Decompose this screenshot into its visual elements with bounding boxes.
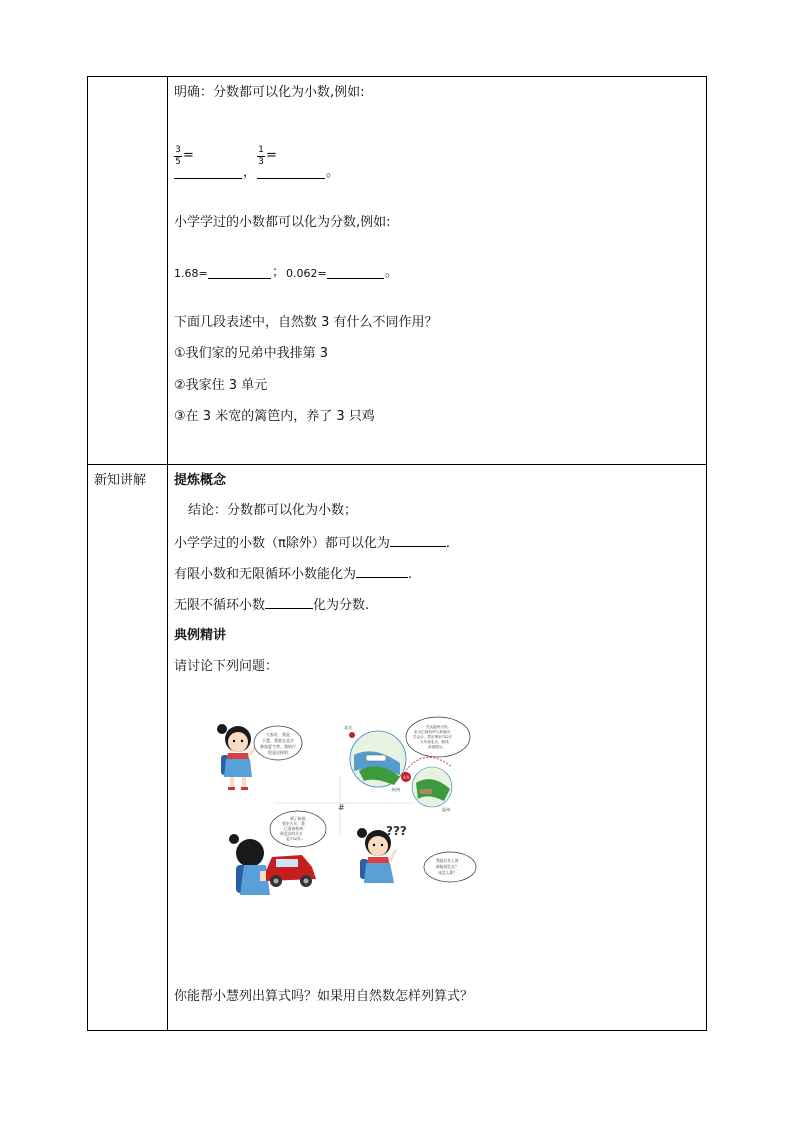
decimal-line: 小学学过的小数都可以化为分数,例如:: [174, 215, 391, 230]
skirt: [224, 759, 252, 777]
period: 。: [326, 165, 340, 180]
column-divider: [167, 77, 168, 1030]
question-marks: ???: [386, 824, 407, 838]
answer-blank-f[interactable]: [356, 565, 408, 578]
bubble-4-text: 我最后什么时 候能到北京？ 该怎么算？: [436, 858, 459, 875]
travel-story-illustration: [214, 715, 480, 897]
line-b: [174, 565, 412, 584]
line-a: [174, 534, 450, 553]
period: 。: [385, 265, 399, 280]
bus-icon: [420, 789, 432, 794]
list-item-2: ②我家住 3 单元: [174, 378, 268, 393]
answer-blank-g[interactable]: [265, 596, 313, 609]
train-icon: [366, 755, 386, 761]
city-dot-beijing: [349, 732, 355, 738]
heading-concept: 提炼概念: [174, 473, 227, 488]
car-icon: [266, 855, 316, 887]
decimal-b-label: 0.062=: [286, 267, 327, 280]
fraction-denominator: 3: [258, 157, 264, 167]
row-label-new-knowledge: 新知讲解: [94, 473, 147, 488]
line-b-text: 有限小数和无限循环小数能化为: [174, 567, 357, 582]
final-question: 你能帮小慧列出算式吗？如果用自然数怎样列算式？: [174, 989, 474, 1004]
center-mark: #: [338, 803, 345, 812]
row-divider: [88, 464, 706, 465]
equals-sign-a: =: [183, 148, 194, 163]
line-b-end: .: [408, 567, 413, 582]
fraction-numerator: 3: [175, 145, 181, 155]
conclusion-line: 结论：分数都可以化为小数；: [188, 503, 358, 518]
semicolon: ；: [272, 265, 286, 280]
line-c-text: 无限不循环小数: [174, 598, 266, 613]
city-beijing-label: 北京: [344, 725, 352, 730]
fraction-denominator: 5: [175, 157, 181, 167]
heading-example: 典例精讲: [174, 628, 227, 643]
answer-blank-a[interactable]: [174, 166, 242, 179]
line-c: [174, 596, 369, 615]
line-c-end: 化为分数.: [313, 598, 370, 613]
girl-figure-1: [217, 724, 256, 790]
decimal-a-label: 1.68=: [174, 267, 208, 280]
fraction-numerator: 1: [258, 145, 264, 155]
list-item-1: ①我们家的兄弟中我排第 3: [174, 346, 329, 361]
equals-sign-b: =: [266, 148, 277, 163]
discuss-line: 请讨论下列问题：: [174, 659, 279, 674]
comma: ，: [243, 165, 257, 180]
question-line: 下面几段表述中，自然数 3 有什么不同作用？: [174, 315, 438, 330]
answer-blank-b[interactable]: [257, 166, 325, 179]
bubble-1-text: 大家好，我是 小慧，我要去北京 参加夏令营，我的行 程是这样的：: [260, 732, 296, 755]
answer-blank-e[interactable]: [390, 534, 446, 547]
fraction-three-fifths: [174, 146, 182, 167]
bubble-2-text: 先从温州出发, 坐大巴到杭州与其他同 学会合，然后乘坐732次 火车到北京，路线 请看图示。: [413, 725, 453, 749]
fraction-one-third: [257, 146, 265, 167]
line-a-end: .: [445, 536, 450, 551]
girl-figure-2: [229, 834, 272, 895]
answer-blank-c[interactable]: [208, 266, 271, 279]
bubble-3-text: 到了杭州， 要坐火车，我 已查询杭州 到北京的火车 是732次…: [280, 816, 309, 841]
start-badge-label: 出发: [402, 775, 410, 780]
city-hangzhou-label: 杭州: [392, 787, 400, 792]
list-item-3: ③在 3 米宽的篱笆内，养了 3 只鸡: [174, 409, 375, 424]
clarify-line: 明确：分数都可以化为小数,例如:: [174, 85, 365, 100]
line-a-text: 小学学过的小数（π除外）都可以化为: [174, 536, 390, 551]
city-wenzhou-label: 温州: [442, 807, 450, 812]
answer-blank-d[interactable]: [327, 266, 384, 279]
